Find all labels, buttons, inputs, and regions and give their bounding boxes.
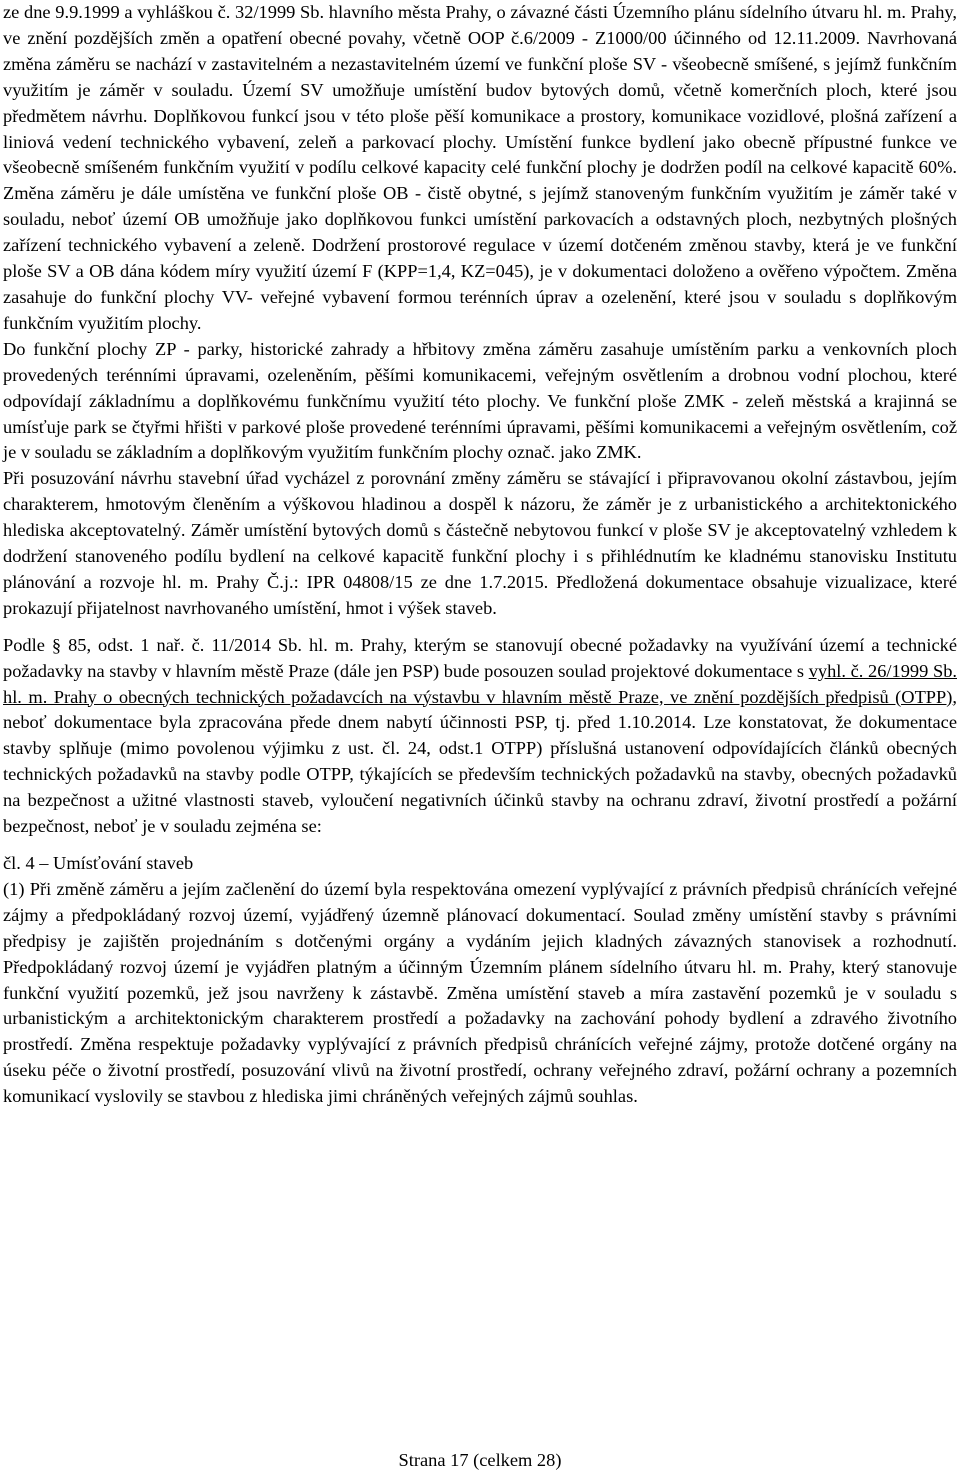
paragraph-zoning-plan: ze dne 9.9.1999 a vyhláškou č. 32/1999 Sb. hlavního města Prahy, o závazné části Územního plánu sídelního útvaru hl. m. Prahy, ve znění pozdějších změn a opatření obecné povahy, včetně OOP č.6/2009 - Z1000/00 účinného od 12.11.2009. Navrhovaná změna záměru se nachází v zastavitelném a nezastavitelném území ve funkční ploše SV - všeobecně smíšené, s jejímž funkčním využitím je záměr v souladu. Území SV umožňuje umístění budov bytových domů, včetně komerčních ploch, které jsou předmětem návrhu. Doplňkovou funkcí jsou v této ploše pěší komunikace a prostory, komunikace vozidlové, plošná zařízení a liniová vedení technického vybavení, zeleň a parkovací plochy. Umístění funkce bydlení jako obecně přípustné funkce ve všeobecně smíšeném funkčním využití v podílu celkové kapacity celé funkční plochy je dodržen podíl na celkové kapacitě 60%. Změna záměru je dále umístěna ve funkční ploše OB - čistě obytné, s jejímž stanoveným funkčním využitím je záměr také v souladu, neboť území OB umožňuje jako doplňkovou funkci umístění parkovacích a odstavných ploch, nezbytných plošných zařízení technického vybavení a zeleně. Dodržení prostorové regulace v území dotčeném změnou stavby, která je ve funkční ploše SV a OB dána kódem míry využití území F (KPP=1,4, KZ=045), je v dokumentaci doloženo a ověřeno výpočtem. Změna zasahuje do funkční plochy VV- veřejné vybavení formou terénních úprav a ozelenění, které jsou v souladu s doplňkovým funkčním využitím plochy. bbox=[3, 2, 957, 333]
paragraph-building-office-assessment: Při posuzování návrhu stavební úřad vycházel z porovnání změny záměru se stávající i připravovanou okolní zástavbou, jejím charakterem, hmotovým členěním a výškovou hladinou a dospěl k názoru, že záměr je z urbanistického a architektonického hlediska akceptovatelný. Záměr umístění bytových domů s částečně nebytovou funkcí v ploše SV je akceptovatelný vzhledem k dodržení stanoveného podílu bydlení na celkové kapacitě funkční plochy i s přihlédnutím ke kladnému stanovisku Institutu plánování a rozvoje hl. m. Prahy Č.j.: IPR 04808/15 ze dne 1.7.2015. Předložená dokumentace obsahuje vizualizace, které prokazují přijatelnost navrhovaného umístění, hmot i výšek staveb. bbox=[3, 468, 957, 618]
regulation-reference: vyhl. č. 26/1999 Sb. hl. m. Prahy o obecných technických požadavcích na výstavbu v hlavním městě Praze, ve znění pozdějších předpisů (OTPP) bbox=[3, 660, 957, 707]
paragraph-technical-requirements bbox=[3, 633, 957, 840]
page-footer: Strana 17 (celkem 28) bbox=[398, 1450, 562, 1470]
document-page bbox=[3, 0, 957, 1110]
text-segment: Podle § 85, odst. 1 nař. č. 11/2014 Sb. hl. m. Prahy, kterým se stanovují obecné požadavky na využívání území a technické požadavky na stavby v hlavním městě Praze (dále jen PSP) bude posouzen soulad projektové dokumentace s bbox=[3, 634, 957, 681]
paragraph-article-4: (1) Při změně záměru a jejím začlenění do území byla respektována omezení vyplývající z právních předpisů chránících veřejné zájmy a předpokládaný rozvoj území, vyjádřený územně plánovací dokumentací. Soulad změny umístění stavby s právními předpisy je zajištěn projednáním s dotčenými orgány a vydáním jejich kladných závazných stanovisek a rozhodnutí. Předpokládaný rozvoj území je vyjádřen platným a účinným Územním plánem sídelního útvaru hl. m. Prahy, který stanovuje funkční využití pozemků, jež jsou navrženy k zástavbě. Změna umístění staveb a míra zastavění pozemků je v souladu s urbanistickým a architektonickým charakterem prostředí a požadavky na zachování pohody bydlení a zdravého životního prostředí. Změna respektuje požadavky vyplývající z právních předpisů chránících veřejné zájmy, protože dotčené orgány na úseku péče o životní prostředí, posuzování vlivů na životní prostředí, ochrany veřejného zdraví, požární ochrany a pozemních komunikací vyslovily se stavbou z hlediska jimi chráněných veřejných zájmů souhlas. bbox=[3, 878, 957, 1107]
text-segment: , neboť dokumentace byla zpracována přede dnem nabytí účinnosti PSP, tj. před 1.10.2014. Lze konstatovat, že dokumentace stavby splňuje (mimo povolenou výjimku z ust. čl. 24, odst.1 OTPP) příslušná ustanovení odpovídajících článků obecných technických požadavků na stavby podle OTPP, týkajících se především technických požadavků na stavby, obecných požadavků na bezpečnost a užitné vlastnosti staveb, vyloučení negativních účinků stavby na ochranu zdraví, životní prostředí a požární bezpečnost, neboť je v souladu zejména se: bbox=[3, 686, 957, 837]
section-heading: čl. 4 – Umísťování staveb bbox=[3, 853, 194, 873]
paragraph-park-area: Do funkční plochy ZP - parky, historické zahrady a hřbitovy změna záměru zasahuje umístěním parku a venkovních ploch provedených terénními úpravami, ozeleněním, pěšími komunikacemi, veřejným osvětlením a drobnou vodní plochou, které odpovídají základnímu a doplňkovému funkčnímu využití této plochy. Ve funkční ploše ZMK - zeleň městská a krajinná se umísťuje park se čtyřmi hřišti v parkové ploše provedené terénními úpravami, pěšími komunikacemi a veřejným osvětlením, což je v souladu se základním a doplňkovým využitím funkčním plochy označ. jako ZMK. bbox=[3, 338, 957, 463]
